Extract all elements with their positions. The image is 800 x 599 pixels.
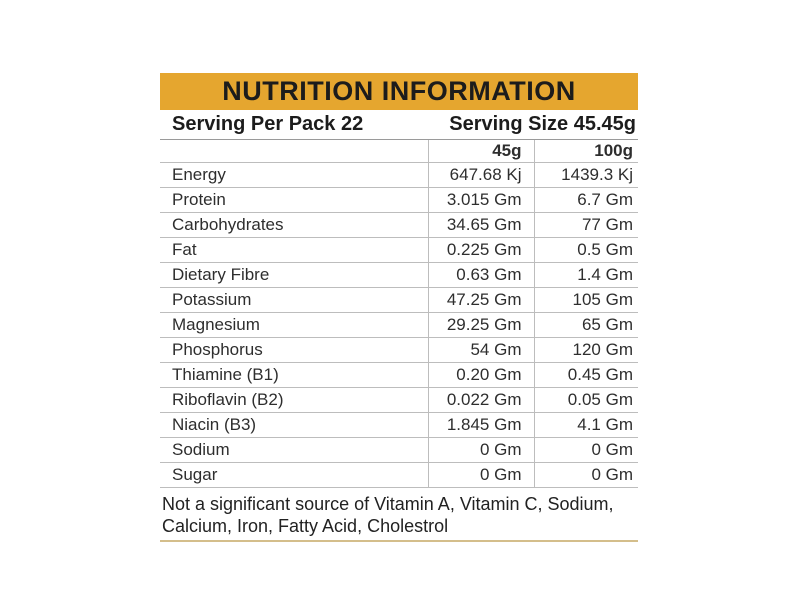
value-45g: 3.015 Gm (428, 188, 534, 213)
serving-size: Serving Size 45.45g (449, 113, 636, 135)
table-row (160, 288, 638, 313)
value-100g: 0.5 Gm (534, 238, 638, 263)
nutrient-name: Magnesium (172, 315, 260, 334)
value-100g: 4.1 Gm (534, 413, 638, 438)
nutrition-label (160, 73, 638, 542)
nutrient-name: Thiamine (B1) (172, 365, 279, 384)
nutrient-name: Energy (172, 165, 226, 184)
nutrient-name: Potassium (172, 290, 252, 309)
bottom-divider (160, 540, 638, 542)
title-banner (160, 73, 638, 110)
serving-per-pack: Serving Per Pack 22 (172, 113, 364, 135)
table-row (160, 413, 638, 438)
nutrient-name: Carbohydrates (172, 215, 284, 234)
value-100g: 6.7 Gm (534, 188, 638, 213)
value-45g: 0 Gm (428, 438, 534, 463)
value-100g: 0 Gm (534, 463, 638, 488)
table-row (160, 238, 638, 263)
nutrient-column-header (160, 140, 428, 163)
table-row (160, 363, 638, 388)
value-100g: 120 Gm (534, 338, 638, 363)
footnote-line-2: Calcium, Iron, Fatty Acid, Cholestrol (162, 516, 449, 536)
value-100g: 105 Gm (534, 288, 638, 313)
value-100g: 0 Gm (534, 438, 638, 463)
table-row (160, 338, 638, 363)
column-header-100g: 100g (534, 140, 638, 163)
nutrient-name: Protein (172, 190, 226, 209)
value-45g: 29.25 Gm (428, 313, 534, 338)
value-100g: 77 Gm (534, 213, 638, 238)
nutrition-table (160, 140, 638, 488)
value-45g: 47.25 Gm (428, 288, 534, 313)
nutrient-name: Sugar (172, 465, 218, 484)
value-45g: 0.63 Gm (428, 263, 534, 288)
value-45g: 0.20 Gm (428, 363, 534, 388)
table-row (160, 163, 638, 188)
table-row (160, 263, 638, 288)
table-row (160, 438, 638, 463)
table-row (160, 388, 638, 413)
nutrient-name: Dietary Fibre (172, 265, 270, 284)
value-100g: 1439.3 Kj (534, 163, 638, 188)
value-45g: 647.68 Kj (428, 163, 534, 188)
value-100g: 0.05 Gm (534, 388, 638, 413)
footnote-line-1: Not a significant source of Vitamin A, Vitamin C, Sodium, (162, 494, 614, 514)
table-row (160, 313, 638, 338)
value-45g: 54 Gm (428, 338, 534, 363)
value-100g: 65 Gm (534, 313, 638, 338)
value-100g: 1.4 Gm (534, 263, 638, 288)
value-45g: 0.022 Gm (428, 388, 534, 413)
column-header-45g: 45g (428, 140, 534, 163)
table-row (160, 188, 638, 213)
nutrient-name: Sodium (172, 440, 230, 459)
nutrient-name: Niacin (B3) (172, 415, 257, 434)
table-row (160, 463, 638, 488)
value-100g: 0.45 Gm (534, 363, 638, 388)
value-45g: 34.65 Gm (428, 213, 534, 238)
value-45g: 0 Gm (428, 463, 534, 488)
nutrient-name: Fat (172, 240, 197, 259)
footnote (160, 493, 638, 537)
nutrient-name: Riboflavin (B2) (172, 390, 284, 409)
value-45g: 0.225 Gm (428, 238, 534, 263)
serving-row (160, 110, 638, 140)
table-row (160, 213, 638, 238)
nutrient-name: Phosphorus (172, 340, 263, 359)
column-header-row (160, 140, 638, 163)
value-45g: 1.845 Gm (428, 413, 534, 438)
page-title: NUTRITION INFORMATION (222, 76, 576, 106)
